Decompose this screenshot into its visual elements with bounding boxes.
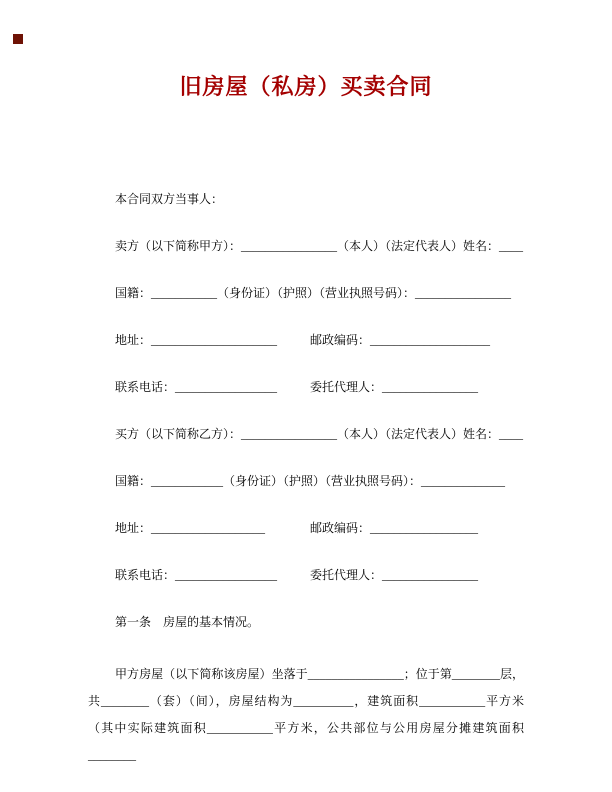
buyer-postcode-field: 邮政编码：__________________ (310, 521, 479, 535)
intro-line: 本合同双方当事人： (115, 192, 224, 206)
page-title: 旧房屋（私房）买卖合同 (179, 74, 433, 99)
buyer-line: 买方（以下简称乙方）：________________（本人）（法定代表人）姓名：____ (115, 427, 524, 441)
corner-mark (13, 34, 23, 44)
contract-body (0, 191, 612, 769)
article-1-paragraph: 甲方房屋（以下简称该房屋）坐落于________________；位于第________层，共________（套）（间），房屋结构为__________，建筑面积___________平方米（其中实际建筑面积___________平方米，公共部位与公用房屋分摊建筑面积________ (88, 667, 524, 762)
seller-agent-field: 委托代理人：________________ (310, 380, 479, 394)
buyer-address-field: 地址：___________________ (115, 521, 266, 535)
article-1-heading: 第一条 房屋的基本情况。 (115, 615, 260, 629)
seller-contact-row (88, 379, 524, 395)
seller-postcode-field: 邮政编码：____________________ (310, 333, 491, 347)
seller-phone-field: 联系电话：_________________ (115, 380, 278, 394)
buyer-phone-field: 联系电话：_________________ (115, 568, 278, 582)
seller-address-row (88, 332, 524, 348)
buyer-nationality-line: 国籍：____________（身份证）（护照）（营业执照号码）：______________ (115, 474, 506, 488)
buyer-agent-field: 委托代理人：________________ (310, 568, 479, 582)
buyer-address-row (88, 520, 524, 536)
seller-line: 卖方（以下简称甲方）：________________（本人）（法定代表人）姓名：____ (115, 239, 524, 253)
seller-address-field: 地址：_____________________ (115, 333, 278, 347)
buyer-contact-row (88, 567, 524, 583)
seller-nationality-line: 国籍：___________（身份证）（护照）（营业执照号码）：________________ (115, 286, 512, 300)
